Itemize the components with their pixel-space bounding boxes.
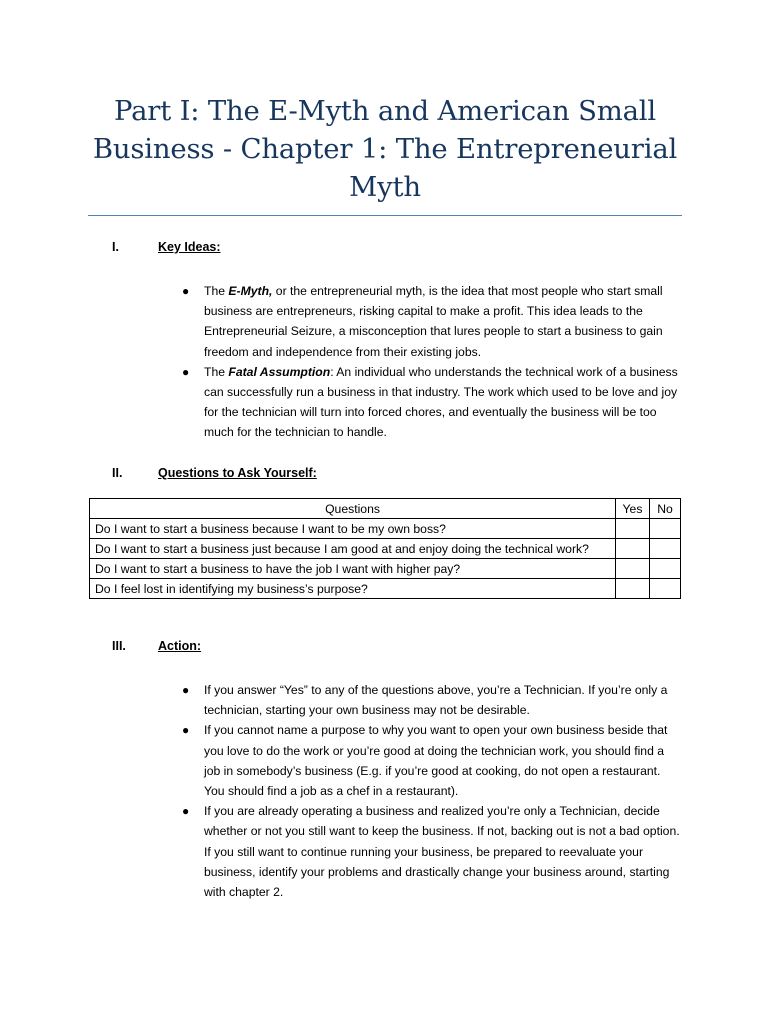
list-item: ● The E-Myth, or the entrepreneurial myth, is the idea that most people who start small business are entrepreneurs, risking capital to make a profit. This idea leads to the Entrepreneurial Seizure, a misconception that lures people to start a business to gain freedom and independence from their existing jobs. xyxy=(180,281,682,362)
title-divider xyxy=(88,215,682,216)
section-number-3: III. xyxy=(112,639,126,653)
bullet-icon: ● xyxy=(182,723,190,738)
list-item: ● The Fatal Assumption: An individual who understands the technical work of a business can successfully run a business in that industry. The work which used to be love and joy for the technician will turn into forced chores, and eventually the business will be too much for the technician to handle. xyxy=(180,362,682,443)
list-item: ● If you are already operating a business and realized you’re only a Technician, decide whether or not you still want to keep the business. If not, backing out is not a bad option. If you still want to continue running your business, be prepared to reevaluate your business, identify your problems and drastically change your business around, starting with chapter 2. xyxy=(180,801,682,902)
section-heading-action: Action: xyxy=(158,639,202,653)
question-cell: Do I want to start a business just because I am good at and enjoy doing the technical work? xyxy=(90,539,616,559)
term-fatal-assumption: Fatal Assumption xyxy=(228,364,331,379)
page-title: Part I: The E-Myth and American Small Business - Chapter 1: The Entrepreneurial Myth xyxy=(92,95,678,203)
header-questions: Questions xyxy=(90,499,616,519)
question-cell: Do I want to start a business because I want to be my own boss? xyxy=(90,519,616,539)
table-row xyxy=(90,579,681,599)
table-header-row xyxy=(90,499,681,519)
table-row xyxy=(90,519,681,539)
bullet-icon: ● xyxy=(182,804,190,819)
yes-answer-cell[interactable] xyxy=(616,559,650,579)
section-number-2: II. xyxy=(112,466,123,480)
key-ideas-list xyxy=(180,281,682,443)
section-heading-questions: Questions to Ask Yourself: xyxy=(158,466,317,480)
no-answer-cell[interactable] xyxy=(650,579,681,599)
bullet-icon: ● xyxy=(182,284,190,298)
yes-answer-cell[interactable] xyxy=(616,539,650,559)
term-e-myth: E-Myth, xyxy=(228,284,273,298)
list-item: ● If you cannot name a purpose to why you want to open your own business beside that you love to do the work or you’re good at doing the technician work, you should find a job in somebody’s business (E.g. if you’re good at cooking, do not open a restaurant. You should find a job as a chef in a restaurant). xyxy=(180,720,682,801)
no-answer-cell[interactable] xyxy=(650,559,681,579)
no-answer-cell[interactable] xyxy=(650,539,681,559)
list-item: ● If you answer “Yes” to any of the questions above, you’re a Technician. If you’re only a technician, starting your own business may not be desirable. xyxy=(180,680,682,720)
question-cell: Do I want to start a business to have the job I want with higher pay? xyxy=(90,559,616,579)
yes-answer-cell[interactable] xyxy=(616,579,650,599)
table-row xyxy=(90,559,681,579)
bullet-icon: ● xyxy=(182,683,190,697)
actions-list xyxy=(180,680,682,902)
questions-table xyxy=(89,498,681,599)
table-row xyxy=(90,539,681,559)
no-answer-cell[interactable] xyxy=(650,519,681,539)
bullet-icon: ● xyxy=(182,364,190,379)
question-cell: Do I feel lost in identifying my business’s purpose? xyxy=(90,579,616,599)
header-yes: Yes xyxy=(616,499,650,519)
header-no: No xyxy=(650,499,681,519)
section-heading-key-ideas: Key Ideas: xyxy=(158,240,221,254)
yes-answer-cell[interactable] xyxy=(616,519,650,539)
section-number-1: I. xyxy=(112,240,119,254)
